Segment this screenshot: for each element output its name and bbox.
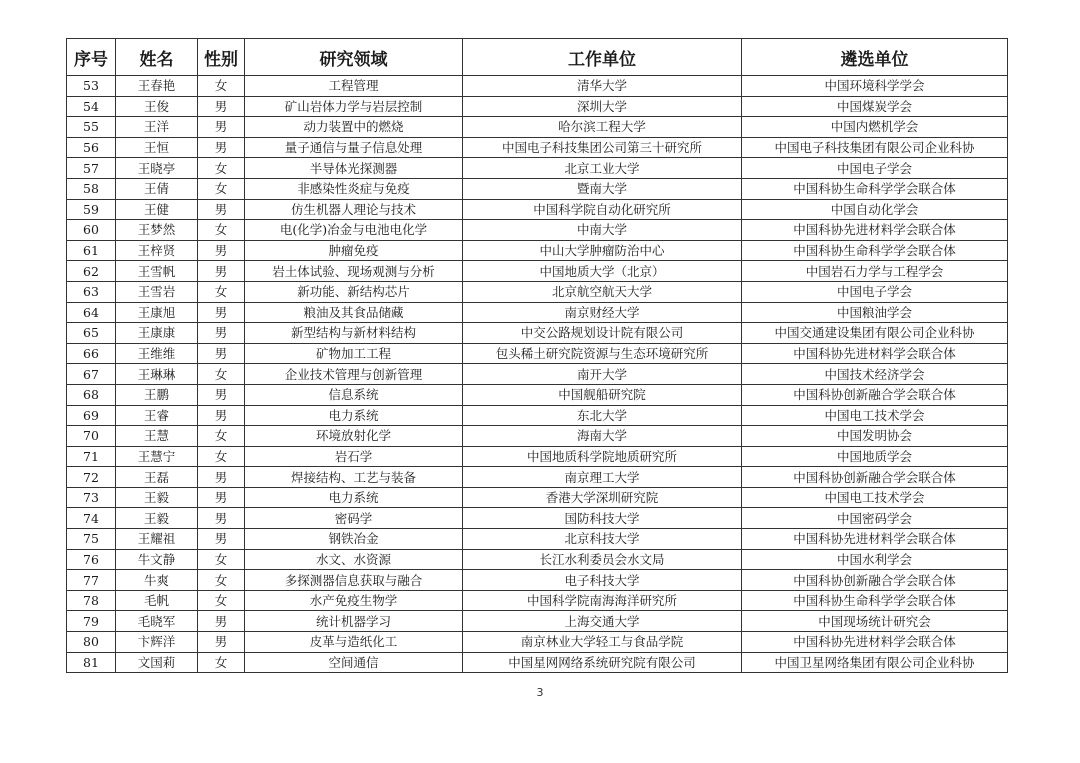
cell-index: 66 xyxy=(67,343,116,364)
cell-work-unit: 南京林业大学轻工与食品学院 xyxy=(463,632,742,653)
cell-gender: 男 xyxy=(198,529,245,550)
cell-name: 王维维 xyxy=(116,343,198,364)
cell-work-unit: 海南大学 xyxy=(463,426,742,447)
cell-name: 王春艳 xyxy=(116,76,198,97)
cell-index: 69 xyxy=(67,405,116,426)
table-row xyxy=(67,240,1008,261)
cell-research-field: 粮油及其食品储藏 xyxy=(245,302,463,323)
cell-index: 70 xyxy=(67,426,116,447)
cell-index: 81 xyxy=(67,652,116,673)
table-row xyxy=(67,652,1008,673)
table-row xyxy=(67,364,1008,385)
cell-name: 王梓贤 xyxy=(116,240,198,261)
table-row xyxy=(67,405,1008,426)
cell-work-unit: 电子科技大学 xyxy=(463,570,742,591)
cell-index: 67 xyxy=(67,364,116,385)
cell-work-unit: 中国科学院南海海洋研究所 xyxy=(463,590,742,611)
cell-research-field: 空间通信 xyxy=(245,652,463,673)
cell-index: 72 xyxy=(67,467,116,488)
cell-research-field: 多探测器信息获取与融合 xyxy=(245,570,463,591)
table-row xyxy=(67,281,1008,302)
cell-work-unit: 中交公路规划设计院有限公司 xyxy=(463,323,742,344)
cell-index: 59 xyxy=(67,199,116,220)
cell-work-unit: 中山大学肿瘤防治中心 xyxy=(463,240,742,261)
cell-selection-unit: 中国科协先进材料学会联合体 xyxy=(742,529,1008,550)
cell-research-field: 电力系统 xyxy=(245,405,463,426)
cell-gender: 女 xyxy=(198,549,245,570)
cell-selection-unit: 中国现场统计研究会 xyxy=(742,611,1008,632)
cell-work-unit: 哈尔滨工程大学 xyxy=(463,117,742,138)
cell-gender: 女 xyxy=(198,446,245,467)
cell-name: 王慧宁 xyxy=(116,446,198,467)
cell-index: 62 xyxy=(67,261,116,282)
cell-gender: 男 xyxy=(198,96,245,117)
header-gender: 性别 xyxy=(198,39,245,76)
cell-selection-unit: 中国电工技术学会 xyxy=(742,405,1008,426)
cell-gender: 女 xyxy=(198,76,245,97)
cell-index: 74 xyxy=(67,508,116,529)
table-row xyxy=(67,343,1008,364)
header-research-field: 研究领域 xyxy=(245,39,463,76)
cell-name: 王晓亭 xyxy=(116,158,198,179)
cell-index: 56 xyxy=(67,137,116,158)
cell-gender: 女 xyxy=(198,178,245,199)
table-row xyxy=(67,261,1008,282)
cell-research-field: 矿山岩体力学与岩层控制 xyxy=(245,96,463,117)
cell-work-unit: 南京理工大学 xyxy=(463,467,742,488)
cell-selection-unit: 中国科协创新融合学会联合体 xyxy=(742,467,1008,488)
cell-gender: 男 xyxy=(198,632,245,653)
cell-name: 文国莉 xyxy=(116,652,198,673)
cell-selection-unit: 中国科协生命科学学会联合体 xyxy=(742,590,1008,611)
cell-name: 王康旭 xyxy=(116,302,198,323)
header-work-unit: 工作单位 xyxy=(463,39,742,76)
cell-selection-unit: 中国地质学会 xyxy=(742,446,1008,467)
cell-index: 71 xyxy=(67,446,116,467)
cell-research-field: 电力系统 xyxy=(245,487,463,508)
cell-research-field: 仿生机器人理论与技术 xyxy=(245,199,463,220)
cell-name: 王睿 xyxy=(116,405,198,426)
table-row xyxy=(67,220,1008,241)
table-row xyxy=(67,302,1008,323)
cell-research-field: 电(化学)冶金与电池电化学 xyxy=(245,220,463,241)
page-number: 3 xyxy=(536,686,544,699)
cell-work-unit: 北京科技大学 xyxy=(463,529,742,550)
cell-gender: 女 xyxy=(198,426,245,447)
cell-index: 75 xyxy=(67,529,116,550)
cell-name: 王洋 xyxy=(116,117,198,138)
cell-index: 60 xyxy=(67,220,116,241)
cell-selection-unit: 中国交通建设集团有限公司企业科协 xyxy=(742,323,1008,344)
cell-work-unit: 北京工业大学 xyxy=(463,158,742,179)
cell-selection-unit: 中国科协生命科学学会联合体 xyxy=(742,240,1008,261)
cell-selection-unit: 中国水利学会 xyxy=(742,549,1008,570)
table-row xyxy=(67,384,1008,405)
cell-research-field: 环境放射化学 xyxy=(245,426,463,447)
cell-selection-unit: 中国科协先进材料学会联合体 xyxy=(742,220,1008,241)
cell-gender: 男 xyxy=(198,487,245,508)
cell-selection-unit: 中国发明协会 xyxy=(742,426,1008,447)
cell-name: 毛晓军 xyxy=(116,611,198,632)
cell-research-field: 动力装置中的燃烧 xyxy=(245,117,463,138)
table-row xyxy=(67,590,1008,611)
cell-name: 王毅 xyxy=(116,508,198,529)
cell-research-field: 半导体光探测器 xyxy=(245,158,463,179)
table-row xyxy=(67,570,1008,591)
cell-gender: 男 xyxy=(198,117,245,138)
cell-selection-unit: 中国自动化学会 xyxy=(742,199,1008,220)
cell-work-unit: 深圳大学 xyxy=(463,96,742,117)
cell-work-unit: 中国星网网络系统研究院有限公司 xyxy=(463,652,742,673)
cell-research-field: 量子通信与量子信息处理 xyxy=(245,137,463,158)
cell-name: 王鹏 xyxy=(116,384,198,405)
cell-work-unit: 中南大学 xyxy=(463,220,742,241)
cell-gender: 女 xyxy=(198,570,245,591)
cell-index: 79 xyxy=(67,611,116,632)
cell-index: 65 xyxy=(67,323,116,344)
cell-work-unit: 中国电子科技集团公司第三十研究所 xyxy=(463,137,742,158)
cell-research-field: 矿物加工工程 xyxy=(245,343,463,364)
table-row xyxy=(67,632,1008,653)
cell-index: 64 xyxy=(67,302,116,323)
cell-work-unit: 长江水利委员会水文局 xyxy=(463,549,742,570)
cell-gender: 男 xyxy=(198,240,245,261)
cell-index: 63 xyxy=(67,281,116,302)
table-row xyxy=(67,323,1008,344)
cell-index: 57 xyxy=(67,158,116,179)
cell-research-field: 岩土体试验、现场观测与分析 xyxy=(245,261,463,282)
cell-index: 76 xyxy=(67,549,116,570)
cell-index: 58 xyxy=(67,178,116,199)
cell-work-unit: 包头稀土研究院资源与生态环境研究所 xyxy=(463,343,742,364)
cell-work-unit: 上海交通大学 xyxy=(463,611,742,632)
cell-selection-unit: 中国煤炭学会 xyxy=(742,96,1008,117)
cell-gender: 女 xyxy=(198,281,245,302)
cell-selection-unit: 中国密码学会 xyxy=(742,508,1008,529)
cell-name: 王倩 xyxy=(116,178,198,199)
roster-table xyxy=(66,38,1008,673)
cell-gender: 男 xyxy=(198,405,245,426)
cell-index: 78 xyxy=(67,590,116,611)
cell-name: 王俊 xyxy=(116,96,198,117)
table-row xyxy=(67,467,1008,488)
header-selection-unit: 遴选单位 xyxy=(742,39,1008,76)
table-row xyxy=(67,178,1008,199)
cell-gender: 男 xyxy=(198,137,245,158)
cell-selection-unit: 中国环境科学学会 xyxy=(742,76,1008,97)
cell-work-unit: 中国地质大学（北京） xyxy=(463,261,742,282)
cell-index: 77 xyxy=(67,570,116,591)
cell-name: 牛文静 xyxy=(116,549,198,570)
cell-research-field: 新型结构与新材料结构 xyxy=(245,323,463,344)
cell-name: 王耀祖 xyxy=(116,529,198,550)
table-row xyxy=(67,529,1008,550)
cell-selection-unit: 中国粮油学会 xyxy=(742,302,1008,323)
cell-work-unit: 南开大学 xyxy=(463,364,742,385)
cell-research-field: 新功能、新结构芯片 xyxy=(245,281,463,302)
cell-selection-unit: 中国技术经济学会 xyxy=(742,364,1008,385)
cell-work-unit: 国防科技大学 xyxy=(463,508,742,529)
cell-index: 80 xyxy=(67,632,116,653)
header-index: 序号 xyxy=(67,39,116,76)
table-row xyxy=(67,611,1008,632)
cell-research-field: 统计机器学习 xyxy=(245,611,463,632)
cell-index: 54 xyxy=(67,96,116,117)
cell-name: 牛爽 xyxy=(116,570,198,591)
cell-index: 61 xyxy=(67,240,116,261)
cell-gender: 男 xyxy=(198,467,245,488)
cell-name: 王康康 xyxy=(116,323,198,344)
cell-gender: 男 xyxy=(198,323,245,344)
table-row xyxy=(67,508,1008,529)
table-row xyxy=(67,96,1008,117)
cell-research-field: 工程管理 xyxy=(245,76,463,97)
header-name: 姓名 xyxy=(116,39,198,76)
cell-gender: 男 xyxy=(198,384,245,405)
cell-name: 王慧 xyxy=(116,426,198,447)
cell-selection-unit: 中国电工技术学会 xyxy=(742,487,1008,508)
cell-name: 王恒 xyxy=(116,137,198,158)
cell-name: 王梦然 xyxy=(116,220,198,241)
cell-research-field: 岩石学 xyxy=(245,446,463,467)
cell-work-unit: 中国科学院自动化研究所 xyxy=(463,199,742,220)
cell-gender: 女 xyxy=(198,364,245,385)
cell-gender: 女 xyxy=(198,652,245,673)
cell-research-field: 皮革与造纸化工 xyxy=(245,632,463,653)
cell-work-unit: 北京航空航天大学 xyxy=(463,281,742,302)
cell-research-field: 非感染性炎症与免疫 xyxy=(245,178,463,199)
cell-work-unit: 东北大学 xyxy=(463,405,742,426)
cell-work-unit: 南京财经大学 xyxy=(463,302,742,323)
cell-selection-unit: 中国卫星网络集团有限公司企业科协 xyxy=(742,652,1008,673)
cell-name: 王雪岩 xyxy=(116,281,198,302)
cell-name: 毛帆 xyxy=(116,590,198,611)
cell-gender: 女 xyxy=(198,220,245,241)
table-row xyxy=(67,549,1008,570)
cell-selection-unit: 中国科协创新融合学会联合体 xyxy=(742,384,1008,405)
cell-selection-unit: 中国内燃机学会 xyxy=(742,117,1008,138)
cell-work-unit: 香港大学深圳研究院 xyxy=(463,487,742,508)
cell-research-field: 肿瘤免疫 xyxy=(245,240,463,261)
cell-gender: 男 xyxy=(198,302,245,323)
cell-research-field: 水产免疫生物学 xyxy=(245,590,463,611)
cell-research-field: 企业技术管理与创新管理 xyxy=(245,364,463,385)
cell-gender: 女 xyxy=(198,590,245,611)
cell-index: 55 xyxy=(67,117,116,138)
table-row xyxy=(67,426,1008,447)
table-row xyxy=(67,487,1008,508)
cell-name: 王琳琳 xyxy=(116,364,198,385)
cell-name: 王雪帆 xyxy=(116,261,198,282)
cell-research-field: 焊接结构、工艺与装备 xyxy=(245,467,463,488)
table-row xyxy=(67,446,1008,467)
cell-research-field: 密码学 xyxy=(245,508,463,529)
cell-name: 王健 xyxy=(116,199,198,220)
cell-gender: 男 xyxy=(198,261,245,282)
cell-research-field: 信息系统 xyxy=(245,384,463,405)
cell-selection-unit: 中国科协创新融合学会联合体 xyxy=(742,570,1008,591)
cell-selection-unit: 中国岩石力学与工程学会 xyxy=(742,261,1008,282)
cell-work-unit: 清华大学 xyxy=(463,76,742,97)
cell-work-unit: 中国舰船研究院 xyxy=(463,384,742,405)
header-row xyxy=(67,39,1008,76)
cell-index: 73 xyxy=(67,487,116,508)
cell-selection-unit: 中国电子科技集团有限公司企业科协 xyxy=(742,137,1008,158)
table-row xyxy=(67,76,1008,97)
cell-gender: 男 xyxy=(198,343,245,364)
cell-research-field: 水文、水资源 xyxy=(245,549,463,570)
cell-gender: 男 xyxy=(198,199,245,220)
cell-index: 53 xyxy=(67,76,116,97)
cell-gender: 男 xyxy=(198,508,245,529)
roster-body xyxy=(67,76,1008,673)
cell-name: 卞辉洋 xyxy=(116,632,198,653)
cell-selection-unit: 中国科协先进材料学会联合体 xyxy=(742,343,1008,364)
table-row xyxy=(67,158,1008,179)
cell-work-unit: 暨南大学 xyxy=(463,178,742,199)
cell-selection-unit: 中国电子学会 xyxy=(742,281,1008,302)
table-row xyxy=(67,199,1008,220)
table-row xyxy=(67,117,1008,138)
cell-index: 68 xyxy=(67,384,116,405)
cell-selection-unit: 中国科协生命科学学会联合体 xyxy=(742,178,1008,199)
cell-name: 王毅 xyxy=(116,487,198,508)
cell-selection-unit: 中国电子学会 xyxy=(742,158,1008,179)
cell-gender: 女 xyxy=(198,158,245,179)
table-row xyxy=(67,137,1008,158)
cell-gender: 男 xyxy=(198,611,245,632)
cell-work-unit: 中国地质科学院地质研究所 xyxy=(463,446,742,467)
cell-name: 王磊 xyxy=(116,467,198,488)
cell-research-field: 钢铁冶金 xyxy=(245,529,463,550)
cell-selection-unit: 中国科协先进材料学会联合体 xyxy=(742,632,1008,653)
